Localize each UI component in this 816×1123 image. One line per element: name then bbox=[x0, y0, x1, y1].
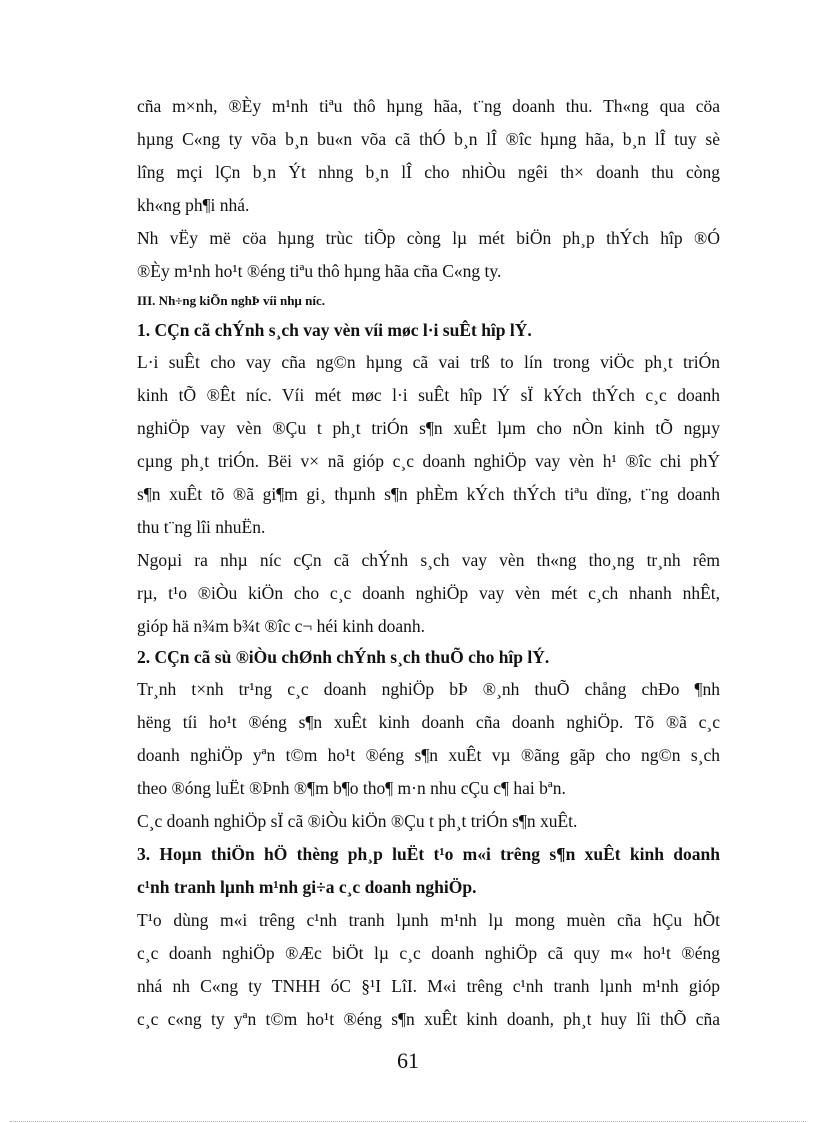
body-text-line: hëng tíi ho¹t ®éng s¶n xuÊt kinh doanh cña doanh nghiÖp. Tõ ®ã c¸c bbox=[137, 712, 720, 732]
body-text-line: ®Èy m¹nh ho¹t ®éng tiªu thô hµng hãa cña C«ng ty. bbox=[137, 261, 502, 281]
body-text-line: theo ®óng luËt ®Þnh ®¶m b¶o tho¶ m·n nhu cÇu c¶ hai bªn. bbox=[137, 778, 566, 798]
body-text-line: T¹o dùng m«i trêng c¹nh tranh lµnh m¹nh lµ mong muèn cña hÇu hÕt bbox=[137, 910, 720, 930]
body-text-line: hµng C«ng ty võa b¸n bu«n võa cã thÓ b¸n lÎ ®îc hµng hãa, b¸n lÎ tuy sè bbox=[137, 129, 720, 149]
body-text-line: nghiÖp vay vèn ®Çu t ph¸t triÓn s¶n xuÊt lµm cho nÒn kinh tÕ ngµy bbox=[137, 418, 720, 438]
page-bottom-divider bbox=[10, 1121, 806, 1122]
subsection-heading: 1. CÇn cã chÝnh s¸ch vay vèn víi møc l·i suÊt hîp lÝ. bbox=[137, 320, 532, 340]
body-text-line: doanh nghiÖp yªn t©m ho¹t ®éng s¶n xuÊt vµ ®ãng gãp cho ng©n s¸ch bbox=[137, 745, 720, 765]
body-text-line: Nh vËy më cöa hµng trùc tiÕp còng lµ mét biÖn ph¸p thÝch hîp ®Ó bbox=[137, 228, 720, 248]
body-text-line: kinh tÕ ®Êt níc. Víi mét møc l·i suÊt hîp lÝ sÏ kÝch thÝch c¸c doanh bbox=[137, 385, 720, 405]
subsection-heading-continued: c¹nh tranh lµnh m¹nh gi÷a c¸c doanh nghiÖp. bbox=[137, 877, 477, 897]
body-text-line: cña m×nh, ®Èy m¹nh tiªu thô hµng hãa, t¨ng doanh thu. Th«ng qua cöa bbox=[137, 96, 720, 116]
subsection-heading: 2. CÇn cã sù ®iÒu chØnh chÝnh s¸ch thuÕ cho hîp lÝ. bbox=[137, 647, 550, 667]
subsection-heading: 3. Hoµn thiÖn hÖ thèng ph¸p luËt t¹o m«i trêng s¶n xuÊt kinh doanh bbox=[137, 844, 720, 864]
body-text-line: thu t¨ng lîi nhuËn. bbox=[137, 517, 266, 537]
body-text-line: C¸c doanh nghiÖp sÏ cã ®iÒu kiÖn ®Çu t ph¸t triÓn s¶n xuÊt. bbox=[137, 811, 578, 831]
body-text-line: cµng ph¸t triÓn. Bëi v× nã gióp c¸c doanh nghiÖp vay vèn h¹ ®îc chi phÝ bbox=[137, 451, 720, 471]
body-text-line: c¸c c«ng ty yªn t©m ho¹t ®éng s¶n xuÊt kinh doanh, ph¸t huy lîi thÕ cña bbox=[137, 1009, 720, 1029]
body-text-line: Tr¸nh t×nh tr¹ng c¸c doanh nghiÖp bÞ ®¸nh thuÕ chång chÐo ¶nh bbox=[137, 679, 720, 699]
body-text-line: s¶n xuÊt tõ ®ã gi¶m gi¸ thµnh s¶n phÈm kÝch thÝch tiªu dïng, t¨ng doanh bbox=[137, 484, 720, 504]
body-text-line: gióp hä n¾m b¾t ®îc c¬ héi kinh doanh. bbox=[137, 616, 426, 636]
body-text-line: L·i suÊt cho vay cña ng©n hµng cã vai trß to lín trong viÖc ph¸t triÓn bbox=[137, 352, 720, 372]
body-text-line: lîng mçi lÇn b¸n Ýt nhng b¸n lÎ cho nhiÒu ngêi th× doanh thu còng bbox=[137, 162, 720, 182]
body-text-line: kh«ng ph¶i nhá. bbox=[137, 195, 250, 215]
body-text-line: rµ, t¹o ®iÒu kiÖn cho c¸c doanh nghiÖp vay vèn mét c¸ch nhanh nhÊt, bbox=[137, 583, 720, 603]
section-heading: III. Nh÷ng kiÕn nghÞ víi nhµ níc. bbox=[137, 293, 326, 308]
page-number: 61 bbox=[397, 1048, 419, 1073]
body-text-line: Ngoµi ra nhµ níc cÇn cã chÝnh s¸ch vay vèn th«ng tho¸ng tr¸nh rêm bbox=[137, 550, 720, 570]
body-text-line: c¸c doanh nghiÖp ®Æc biÖt lµ c¸c doanh nghiÖp cã quy m« ho¹t ®éng bbox=[137, 943, 720, 963]
body-text-line: nhá nh C«ng ty TNHH óC §¹I LîI. M«i trêng c¹nh tranh lµnh m¹nh gióp bbox=[137, 976, 720, 996]
